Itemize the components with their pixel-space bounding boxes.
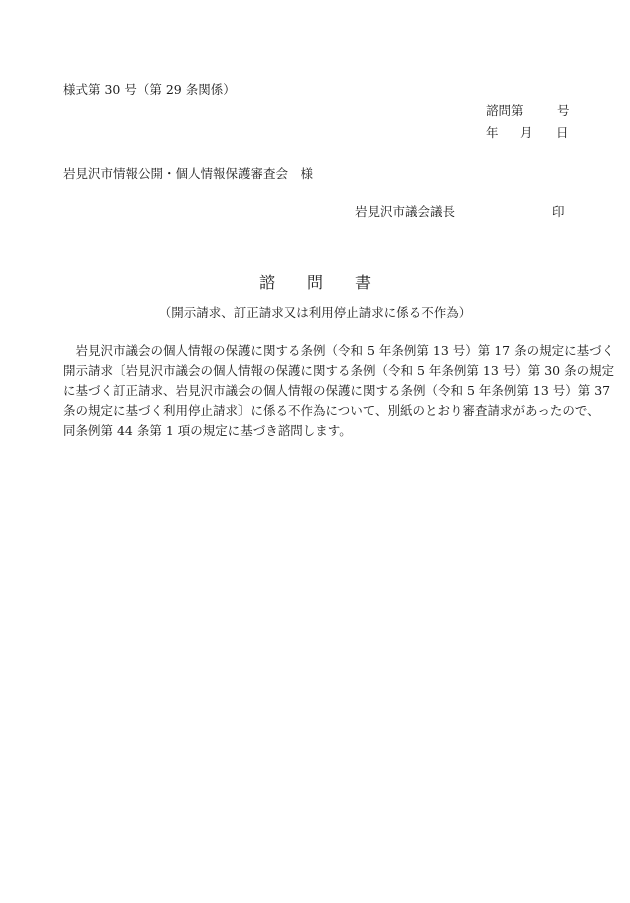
body-line: 開示請求〔岩見沢市議会の個人情報の保護に関する条例（令和 5 年条例第 13 号）第 30 条の規定 [63, 363, 615, 378]
document-subtitle: （開示請求、訂正請求又は利用停止請求に係る不作為） [158, 305, 472, 320]
addressee: 岩見沢市情報公開・個人情報保護審査会 様 [63, 166, 314, 181]
form-number: 様式第 30 号（第 29 条関係） [63, 82, 236, 97]
body-line: 同条例第 44 条第 1 項の規定に基づき諮問します。 [63, 423, 352, 438]
inquiry-number-suffix: 号 [557, 103, 570, 118]
inquiry-number-label: 諮問第 [486, 103, 524, 118]
date-month-label: 月 [520, 125, 533, 140]
date-day-label: 日 [556, 125, 569, 140]
body-paragraph [63, 341, 615, 441]
date-year-label: 年 [486, 125, 499, 140]
document-title: 諮 問 書 [258, 273, 371, 292]
sender-name: 岩見沢市議会議長 [355, 204, 456, 219]
body-line: に基づく訂正請求、岩見沢市議会の個人情報の保護に関する条例（令和 5 年条例第 13 号）第 37 [63, 383, 611, 398]
seal-mark: 印 [552, 204, 565, 219]
body-line: 岩見沢市議会の個人情報の保護に関する条例（令和 5 年条例第 13 号）第 17 条の規定に基づく [63, 343, 615, 358]
body-line: 条の規定に基づく利用停止請求〕に係る不作為について、別紙のとおり審査請求があったので、 [63, 403, 600, 418]
